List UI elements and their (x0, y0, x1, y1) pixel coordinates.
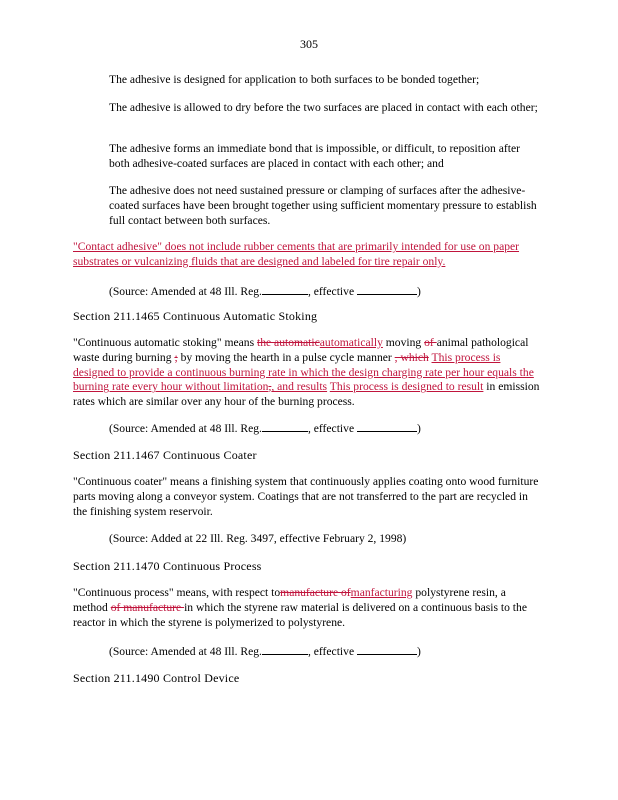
criterion-4: The adhesive does not need sustained pressure or clamping of surfaces after the adhesive-coated surfaces have been brought together using sufficient momentary pressure to establish full contact between both surfaces. (109, 184, 537, 227)
inserted-text: This process is designed to provide a continuous burning rate in which the design charging rate per hour equals the burning rate every hour without limitation (73, 350, 534, 394)
source-suffix: ) (416, 422, 421, 435)
deleted-text: ; (174, 350, 178, 364)
source-prefix: (Source: Amended at 48 Ill. Reg. (109, 285, 262, 298)
text-run: in which the styrene raw material is delivered on a continuous basis to the reactor in which the styrene is polymerized to polystyrene. (73, 600, 527, 629)
section-1465-heading: Section 211.1465 Continuous Automatic Stoking (73, 309, 318, 323)
criterion-3: The adhesive forms an immediate bond that is impossible, or difficult, to reposition after both adhesive-coated surfaces are placed in contact with each other; and (109, 142, 520, 170)
text-run: polystyrene resin, a method (73, 586, 506, 614)
inserted-text: , and results (271, 380, 328, 394)
source-note-4 (109, 643, 529, 660)
source-suffix: ) (416, 645, 421, 658)
source-mid: , effective (307, 422, 357, 435)
inserted-text: This process is designed to result (329, 380, 484, 394)
reg-blank (262, 420, 308, 432)
text-run: moving (382, 336, 425, 349)
criterion-2: The adhesive is allowed to dry before the two surfaces are placed in contact with each other; (109, 101, 538, 114)
criterion-1: The adhesive is designed for application to both surfaces to be bonded together; (109, 73, 480, 86)
page-number: 305 (300, 37, 318, 51)
section-1467-body: "Continuous coater" means a finishing system that continuously applies coating onto wood furniture parts moving along a conveyor system. Coatings that are not transferred to the part are recycled in the finishing system reservoir. (73, 475, 539, 518)
source-note-3: (Source: Added at 22 Ill. Reg. 3497, effective February 2, 1998) (109, 532, 407, 545)
source-suffix: ) (416, 285, 421, 298)
deleted-text: of (424, 336, 437, 349)
source-prefix: (Source: Amended at 48 Ill. Reg. (109, 422, 262, 435)
text-run: "Continuous automatic stoking" means (73, 336, 257, 349)
source-prefix: (Source: Amended at 48 Ill. Reg. (109, 645, 262, 658)
deleted-text: of manufacture (110, 600, 185, 614)
reg-blank (262, 643, 308, 655)
deleted-text: the automatic (257, 336, 320, 349)
text-run: in emission rates which are similar over any hour of the burning process. (73, 380, 540, 409)
source-note-2 (109, 420, 529, 437)
effective-blank (357, 283, 417, 295)
text-run: by moving the hearth in a pulse cycle manner (177, 350, 395, 364)
reg-blank (262, 283, 308, 295)
text-run: animal pathological waste during burning (73, 336, 529, 364)
deleted-text: , which (394, 350, 429, 364)
text-run: "Continuous process" means, with respect to (73, 586, 281, 599)
section-1465-body (73, 336, 541, 410)
inserted-text: automatically (319, 336, 383, 349)
source-mid: , effective (307, 645, 357, 658)
source-mid: , effective (307, 285, 357, 298)
deleted-text: manufacture of (280, 586, 351, 599)
contact-adhesive-exclusion: "Contact adhesive" does not include rubber cements that are primarily intended for use on paper substrates or vulcanizing fluids that are designed and labeled for tire repair only. (73, 240, 520, 268)
section-1467-heading: Section 211.1467 Continuous Coater (73, 448, 257, 462)
effective-blank (357, 420, 417, 432)
inserted-text: manfacturing (350, 586, 413, 599)
section-1470-heading: Section 211.1470 Continuous Process (73, 559, 262, 573)
effective-blank (357, 643, 417, 655)
section-1490-heading: Section 211.1490 Control Device (73, 671, 240, 685)
deleted-text: , (268, 380, 272, 394)
source-note-1 (109, 283, 529, 300)
section-1470-body (73, 586, 535, 630)
